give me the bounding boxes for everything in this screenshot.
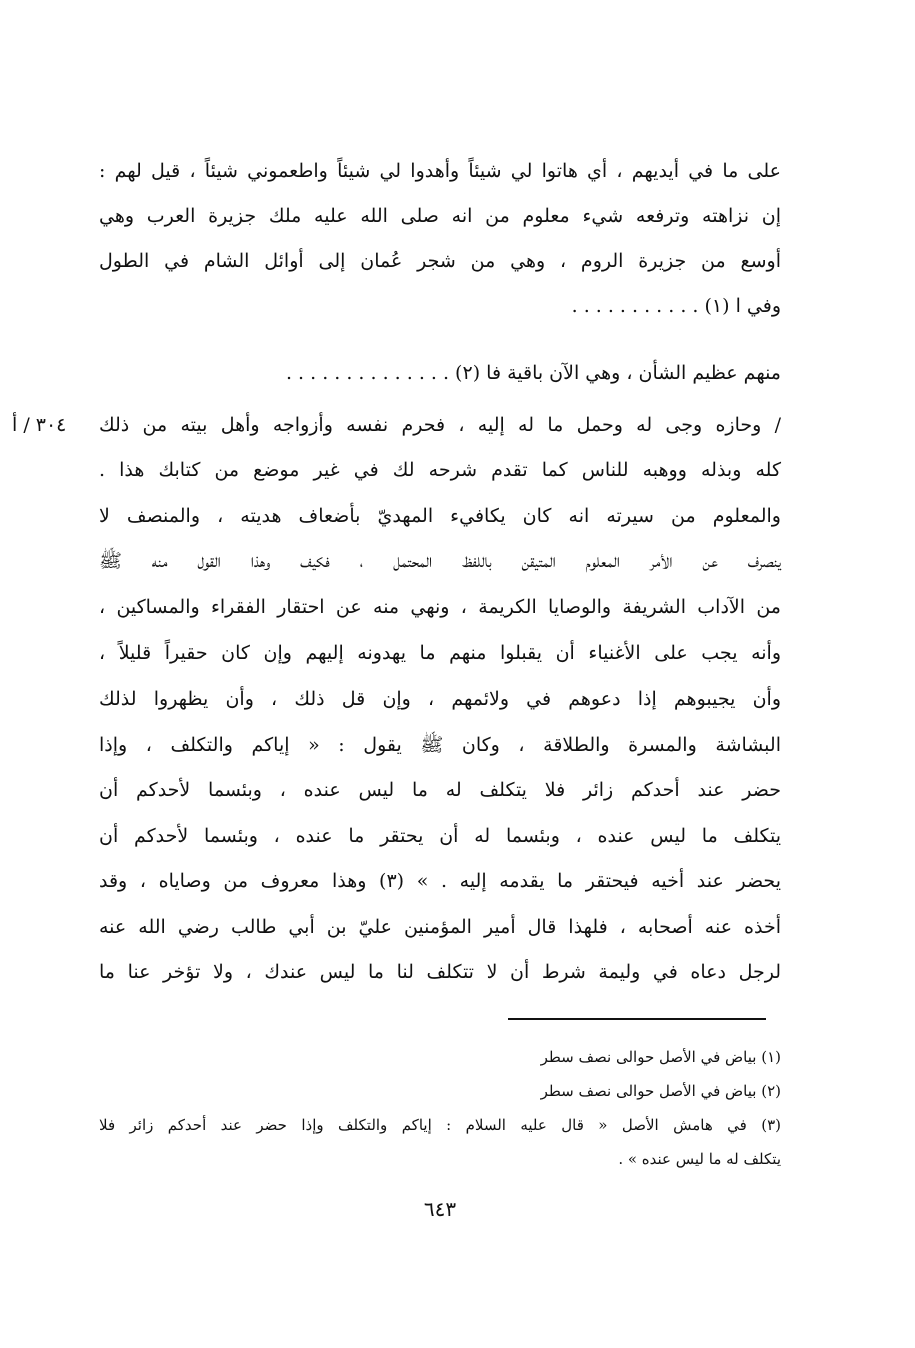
- body-line: لرجل دعاه في وليمة شرط أن لا تتكلف لنا ما ليس عندك ، ولا تؤخر عنا ما: [99, 961, 781, 983]
- body-line: إن نزاهته وترفعه شيء معلوم من انه صلى الله عليه ملك جزيرة العرب وهي: [99, 205, 781, 227]
- body-line: يحضر عند أخيه فيحتقر ما يقدمه إليه . » (٣) وهذا معروف من وصاياه ، وقد: [99, 870, 781, 892]
- body-line: يتكلف ما ليس عنده ، وبئسما له أن يحتقر ما عنده ، وبئسما لأحدكم أن: [99, 825, 781, 847]
- body-line: حضر عند أحدكم زائر فلا يتكلف له ما ليس عنده ، وبئسما لأحدكم أن: [99, 779, 781, 801]
- body-line: والمعلوم من سيرته انه كان يكافيء المهديّ بأضعاف هديته ، والمنصف لا: [99, 505, 781, 527]
- body-line: ينصرف عن الأمر المعلوم المتيقن باللفظ المحتمل ، فكيف وهذا القول منه ﷺ: [99, 550, 781, 572]
- footnote-2: (٢) بياض في الأصل حوالى نصف سطر: [540, 1082, 781, 1100]
- footnote-1: (١) بياض في الأصل حوالى نصف سطر: [540, 1048, 781, 1066]
- body-line: منهم عظيم الشأن ، وهي الآن باقية فا (٢) . . . . . . . . . . . . . .: [285, 362, 781, 384]
- body-line: البشاشة والمسرة والطلاقة ، وكان ﷺ يقول : « إياكم والتكلف ، وإذا: [99, 734, 781, 756]
- body-line: أخذه عنه أصحابه ، فلهذا قال أمير المؤمنين عليّ بن أبي طالب رضي الله عنه: [99, 916, 781, 938]
- body-line: / وحازه وجى له وحمل ما له إليه ، فحرم نفسه وأزواجه وأهل بيته من ذلك: [99, 414, 781, 436]
- body-line: على ما في أيديهم ، أي هاتوا لي شيئاً وأهدوا لي شيئاً واطعموني شيئاً ، قيل لهم :: [99, 160, 781, 182]
- page-number: ٦٤٣: [423, 1197, 457, 1221]
- body-line: من الآداب الشريفة والوصايا الكريمة ، ونهي منه عن احتقار الفقراء والمساكين ،: [99, 596, 781, 618]
- body-line: وأن يجيبوهم إذا دعوهم في ولائمهم ، وإن قل ذلك ، وأن يظهروا لذلك: [99, 688, 781, 710]
- footnote-3-continuation: يتكلف له ما ليس عنده » .: [618, 1150, 781, 1168]
- body-line: وأنه يجب على الأغنياء أن يقبلوا منهم ما يهدونه إليهم وإن كان حقيراً قليلاً ،: [99, 642, 781, 664]
- body-line: أوسع من جزيرة الروم ، وهي من شجر عُمان إلى أوائل الشام في الطول: [99, 250, 781, 272]
- footnote-3: (٣) في هامش الأصل « قال عليه السلام : إياكم والتكلف وإذا حضر عند أحدكم زائر فلا: [99, 1116, 781, 1134]
- body-line: وفي ا (١) . . . . . . . . . . .: [571, 295, 781, 317]
- body-line: كله وبذله ووهبه للناس كما تقدم شرحه لك في غير موضع من كتابك هذا .: [99, 459, 781, 481]
- manuscript-folio-note: ٣٠٤ / أ: [12, 414, 67, 436]
- footnote-separator: [508, 1018, 766, 1020]
